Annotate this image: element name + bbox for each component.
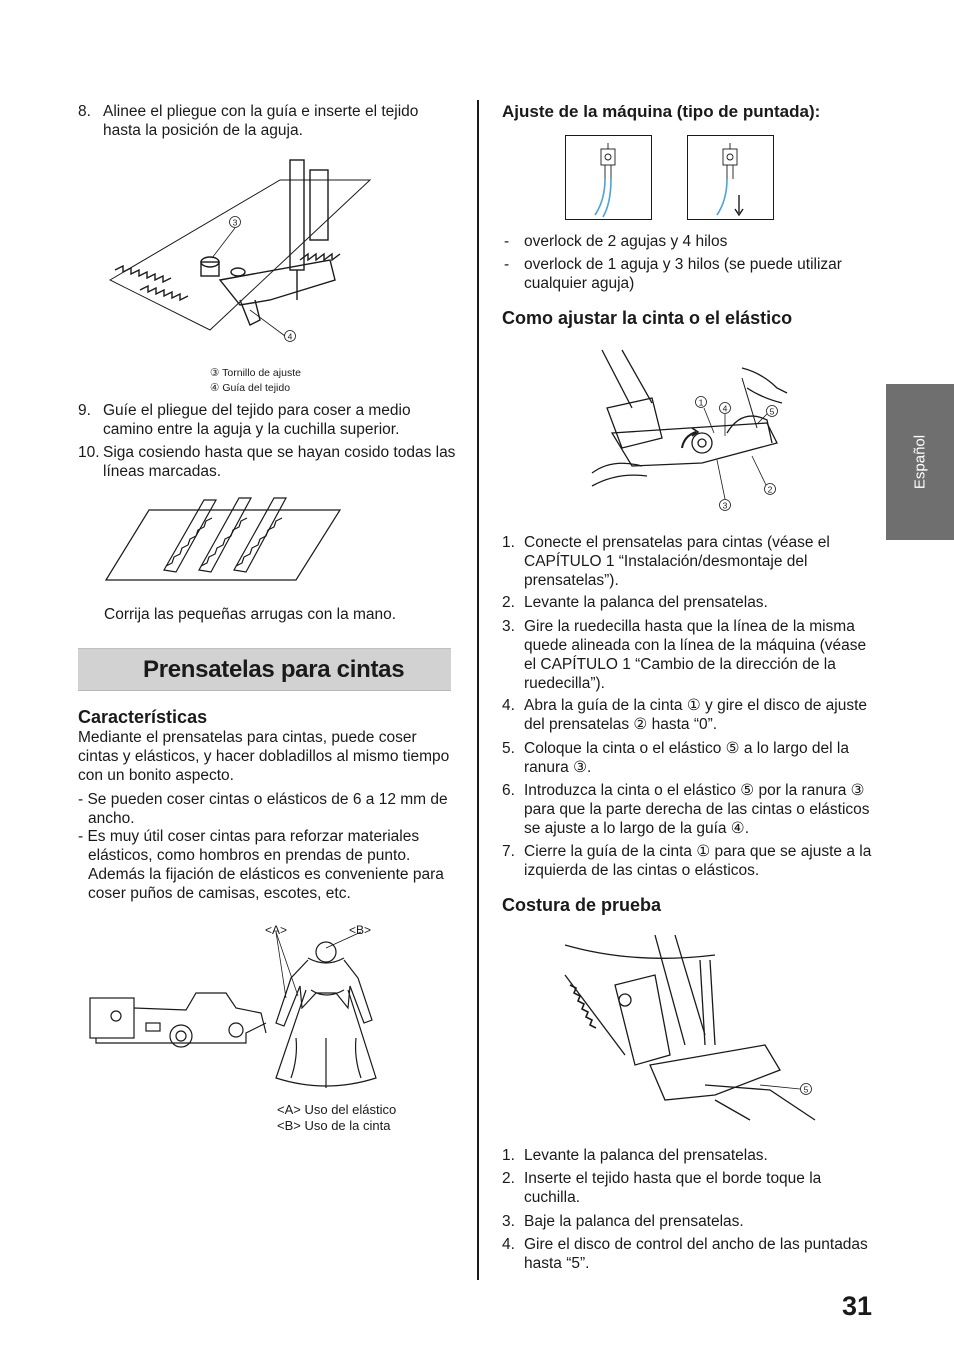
test-step-4: 4. Gire el disco de control del ancho de las puntadas hasta “5”. [502,1236,868,1272]
adjust-step-1: 1. Conecte el prensatelas para cintas (véase el CAPÍTULO 1 “Instalación/desmontaje del prensatelas”). [502,534,830,589]
test-step-3: 3. Baje la palanca del prensatelas. [502,1213,744,1230]
step-number: 8. [78,103,91,120]
page-number: 31 [842,1291,873,1321]
marker-3: 3 [722,500,728,511]
features-bullet-1: - Se pueden coser cintas o elásticos de 6 a 12 mm de ancho. [78,791,448,827]
circled-3-icon: ③ [210,367,220,379]
features-intro: Mediante el prensatelas para cintas, puede coser cintas y elásticos, y hacer dobladillos al mismo tiempo con un bonito aspecto. [78,729,450,784]
stitch-type-2-needle-icon [565,135,653,221]
section-title: Prensatelas para cintas [143,656,405,683]
circled-4-icon: ④ [210,382,220,394]
figure-tape-adjust [592,348,792,516]
figure-test-sewing [555,935,825,1135]
figure-fabric-guide-foot [100,150,380,350]
caption-a: <A> Uso del elástico [277,1102,397,1117]
adjust-heading: Como ajustar la cinta o el elástico [502,308,793,328]
test-step-2: 2. Inserte el tejido hasta que el borde toque la cuchilla. [502,1170,822,1206]
label-b: <B> [349,923,372,937]
note-wrinkles: Corrija las pequeñas arrugas con la mano. [104,606,397,623]
marker-1: 1 [698,397,704,408]
section-banner [78,648,451,691]
caption-adjust-screw: ③ Tornillo de ajuste [210,367,301,379]
features-bullet-2: - Es muy útil coser cintas para reforzar materiales elásticos, como hombros en prendas de punto. Además la fijación de elásticos es conveniente para coser puños de camisas, escotes, etc. [78,828,444,902]
test-heading: Costura de prueba [502,895,662,915]
language-side-tab [886,384,954,540]
adjust-step-3: 3. Gire la ruedecilla hasta que la línea de la misma quede alineada con la línea de la máquina (véase el CAPÍTULO 1 “Cambio de la dirección de la ruedecilla”). [502,618,867,692]
step-8 [78,102,458,140]
step-text: Alinee el pliegue con la guía e inserte el tejido hasta la posición de la aguja. [103,103,419,139]
step-10 [78,443,458,481]
marker-3: 3 [232,217,238,228]
step-text: Guíe el pliegue del tejido para coser a medio camino entre la aguja y la cuchilla superior. [103,402,411,438]
step-9 [78,401,458,439]
machine-setting-bullet-1: - overlock de 2 agujas y 4 hilos [504,233,728,250]
marker-5: 5 [803,1084,809,1095]
dash: - [504,256,510,273]
marker-2: 2 [767,484,773,495]
figure-pleats [104,490,344,585]
caption-fabric-guide: ④ Guía del tejido [210,382,291,394]
features-heading: Características [78,707,208,727]
test-step-1: 1. Levante la palanca del prensatelas. [502,1147,768,1164]
label-a: <A> [265,923,288,937]
column-divider [477,100,479,1280]
adjust-step-2: 2. Levante la palanca del prensatelas. [502,594,768,611]
step-text: Siga cosiendo hasta que se hayan cosido todas las líneas marcadas. [103,444,456,480]
marker-5: 5 [769,406,775,417]
adjust-step-5: 5. Coloque la cinta o el elástico ⑤ a lo largo del la ranura ③. [502,740,849,776]
step-number: 10. [78,444,100,461]
figure-tape-foot-dress [86,938,386,1098]
machine-setting-heading: Ajuste de la máquina (tipo de puntada): [502,102,821,121]
marker-4: 4 [722,403,728,414]
adjust-step-6: 6. Introduzca la cinta o el elástico ⑤ por la ranura ③ para que la parte derecha de las cintas o elásticos se ajuste a lo largo de la guía ④. [502,782,870,837]
dash: - [504,233,510,250]
caption-b: <B> Uso de la cinta [277,1118,391,1133]
marker-4: 4 [287,331,293,342]
adjust-step-4: 4. Abra la guía de la cinta ① y gire el disco de ajuste del prensatelas ② hasta “0”. [502,697,868,733]
adjust-step-7: 7. Cierre la guía de la cinta ① para que se ajuste a la izquierda de las cintas o elásticos. [502,843,872,879]
step-number: 9. [78,402,91,419]
stitch-type-1-needle-icon [687,135,775,221]
side-tab-label: Español [911,434,929,490]
machine-setting-bullet-2: - overlock de 1 aguja y 3 hilos (se puede utilizar cualquier aguja) [504,256,842,292]
